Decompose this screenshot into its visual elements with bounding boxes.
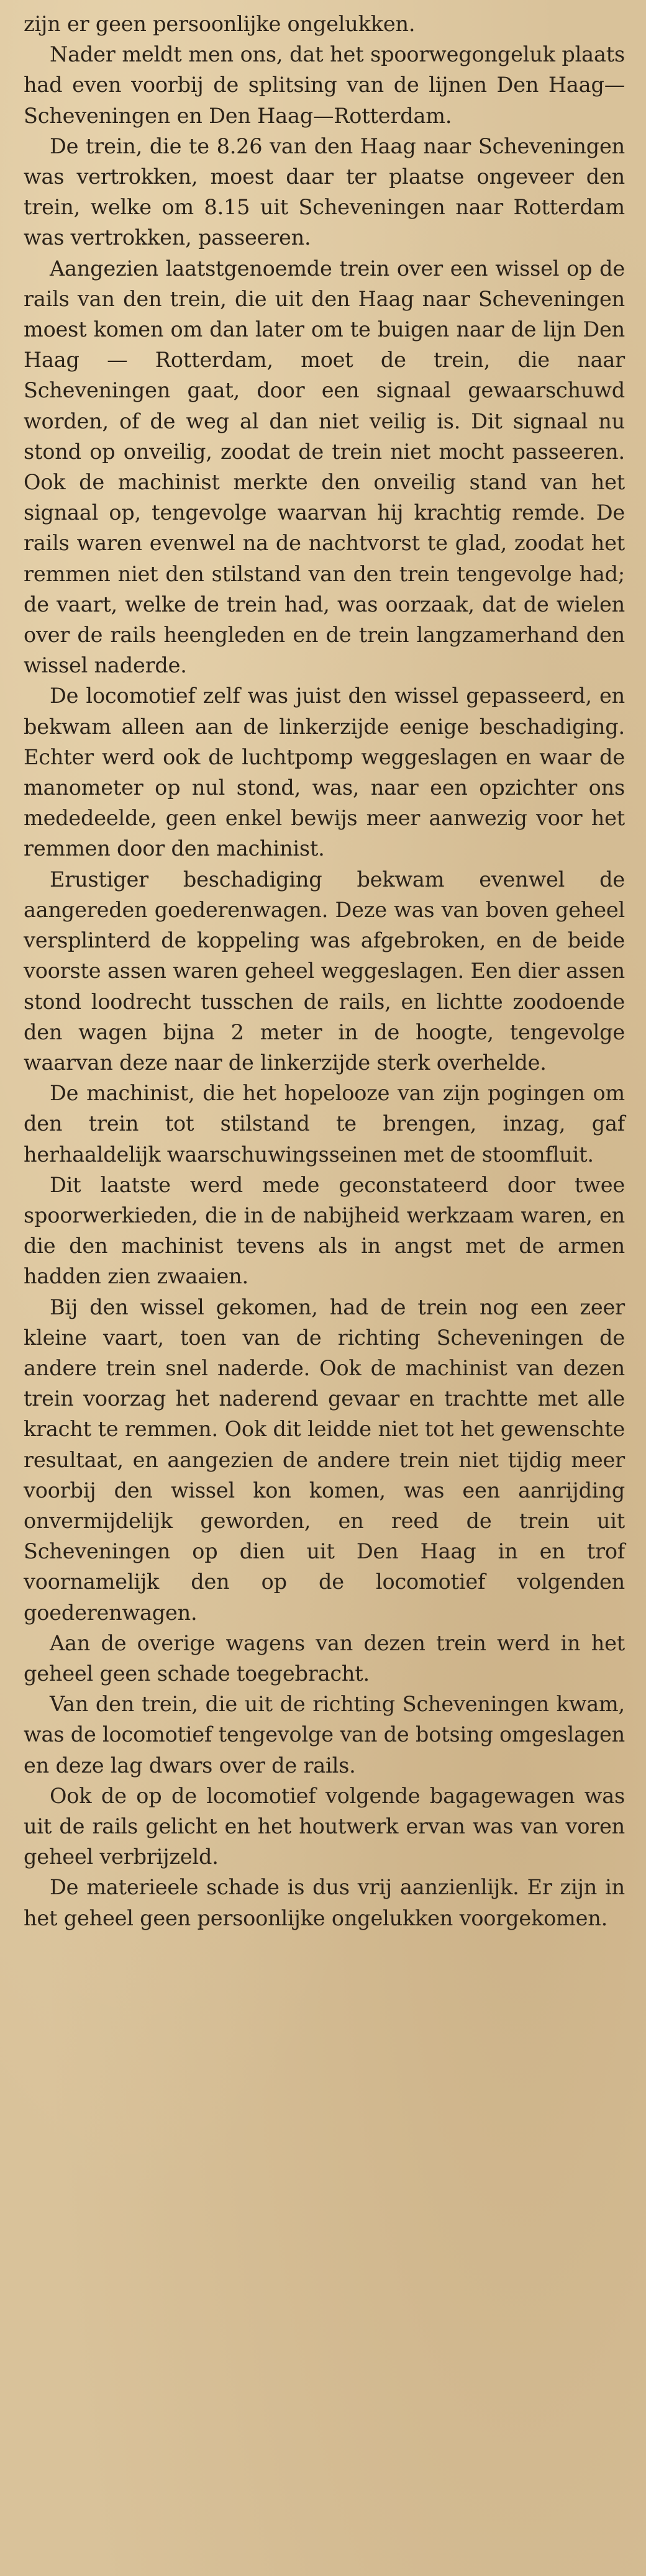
article-paragraph: Bij den wissel gekomen, had de trein nog een zeer kleine vaart, toen van de richting Scheveningen de andere trein snel naderde. Ook de machinist van dezen trein voorzag het naderend gevaar en trachtte met alle kracht te remmen. Ook dit leidde niet tot het gewenschte resultaat, en aangezien de andere trein niet tijdig meer voorbij den wissel kon komen, was een aanrijding onvermijdelijk geworden, en reed de trein uit Scheveningen op dien uit Den Haag in en trof voornamelijk den op de locomotief volgenden goederenwagen. <box>24 1295 625 1625</box>
article-paragraph: De materieele schade is dus vrij aanzienlijk. Er zijn in het geheel geen persoonlijke ongelukken voorgekomen. <box>24 1875 625 1930</box>
article-paragraph: Van den trein, die uit de richting Scheveningen kwam, was de locomotief tengevolge van de botsing omgeslagen en deze lag dwars over de rails. <box>24 1692 625 1778</box>
article-paragraph: De machinist, die het hopelooze van zijn pogingen om den trein tot stilstand te brengen, inzag, gaf herhaaldelijk waarschuwingsseinen met de stoomfluit. <box>24 1081 625 1167</box>
article-paragraph: De trein, die te 8.26 van den Haag naar Scheveningen was vertrokken, moest daar ter plaatse ongeveer den trein, welke om 8.15 uit Scheveningen naar Rotterdam was vertrokken, passeeren. <box>24 133 625 250</box>
article-paragraph: Dit laatste werd mede geconstateerd door twee spoorwerkieden, die in de nabijheid werkzaam waren, en die den machinist tevens als in angst met de armen hadden zien zwaaien. <box>24 1172 625 1289</box>
article-paragraph: De locomotief zelf was juist den wissel gepasseerd, en bekwam alleen aan de linkerzijde eenige beschadiging. Echter werd ook de luchtpomp weggeslagen en waar de manometer op nul stond, was, naar een opzichter ons mededeelde, geen enkel bewijs meer aanwezig voor het remmen door den machinist. <box>24 684 625 861</box>
article-paragraph: Nader meldt men ons, dat het spoorwegongeluk plaats had even voorbij de splitsing van de lijnen Den Haag— Scheveningen en Den Haag—Rotterdam. <box>24 42 625 128</box>
article-paragraph: Aan de overige wagens van dezen trein werd in het geheel geen schade toegebracht. <box>24 1630 625 1686</box>
article-paragraph: Erustiger beschadiging bekwam evenwel de aangereden goederenwagen. Deze was van boven geheel versplinterd de koppeling was afgebroken, en de beide voorste assen waren geheel weggeslagen. Een dier assen stond loodrecht tusschen de rails, en lichtte zoodoende den wagen bijna 2 meter in de hoogte, tengevolge waarvan deze naar de linkerzijde sterk overhelde. <box>24 867 625 1075</box>
article-paragraph: Ook de op de locomotief volgende bagagewagen was uit de rails gelicht en het houtwerk ervan was van voren geheel verbrijzeld. <box>24 1783 625 1869</box>
article-paragraph: Aangezien laatstgenoemde trein over een wissel op de rails van den trein, die uit den Haag naar Scheveningen moest komen om dan later om te buigen naar de lijn Den Haag — Rotterdam, moet de trein, die naar Scheveningen gaat, door een signaal gewaarschuwd worden, of de weg al dan niet veilig is. Dit signaal nu stond op onveilig, zoodat de trein niet mocht passeeren. Ook de machinist merkte den onveilig stand van het signaal op, tengevolge waarvan hij krachtig remde. De rails waren evenwel na de nachtvorst te glad, zoodat het remmen niet den stilstand van den trein tengevolge had; de vaart, welke de trein had, was oorzaak, dat de wielen over de rails heengleden en de trein langzamerhand den wissel naderde. <box>24 256 625 678</box>
article-paragraph: zijn er geen persoonlijke ongelukken. <box>24 12 416 36</box>
